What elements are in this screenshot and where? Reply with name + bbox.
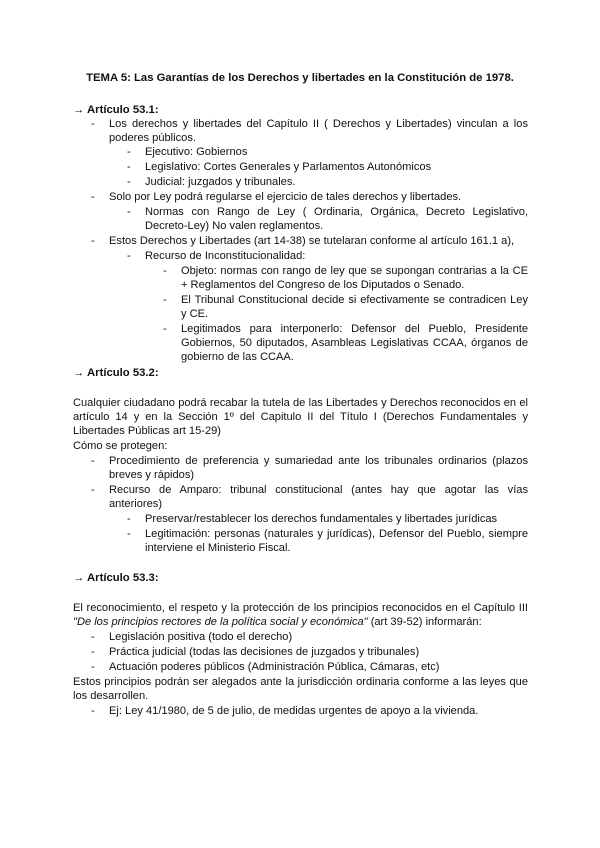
list-item-text: poderes públicos. [109,132,196,144]
list-dash: - [91,631,95,643]
list-dash: - [163,294,167,306]
list-item-text: y CE. [181,308,209,320]
list-item-text: Legitimados para interponerlo: Defensor del Pueblo, Presidente [181,323,528,335]
page-title: TEMA 5: Las Garantías de los Derechos y libertades en la Constitución de 1978. [86,72,514,84]
paragraph-line: los desarrollen. [73,690,149,702]
list-item-text: + Reglamentos del Congreso de los Diputados o Senado. [181,279,465,291]
paragraph-line: artículo 14 y en la Sección 1º del Capitulo II del Título I (Derechos Fundamentales y [73,411,528,423]
paragraph-line [73,615,482,629]
list-item-text: interviene el Ministerio Fiscal. [145,542,291,554]
paragraph-line: Cualquier ciudadano podrá recabar la tutela de las Libertades y Derechos reconocidos en el [73,397,528,409]
list-dash: - [163,323,167,335]
list-dash: - [127,161,131,173]
list-dash: - [127,176,131,188]
list-item-text: Ejecutivo: Gobiernos [145,146,248,158]
list-item-text: Objeto: normas con rango de ley que se supongan contrarias a la CE [181,265,528,277]
list-item-text: El Tribunal Constitucional decide si efectivamente se contradicen Ley [181,294,528,306]
section-heading-53-1: → Artículo 53.1: [73,104,159,116]
list-item-text: gobierno de las CCAA. [181,351,294,363]
list-item-text: Judicial: juzgados y tribunales. [145,176,296,188]
list-dash: - [127,528,131,540]
list-item-text: Estos Derechos y Libertades (art 14-38) se tutelaran conforme al artículo 161.1 a), [109,235,515,247]
list-item-text: Legislativo: Cortes Generales y Parlamentos Autonómicos [145,161,432,173]
list-item-text: Legislación positiva (todo el derecho) [109,631,293,643]
list-item-text: Recurso de Amparo: tribunal constitucional (antes hay que agotar las vías [109,484,528,496]
list-dash: - [91,235,95,247]
list-dash: - [127,206,131,218]
list-dash: - [91,455,95,467]
list-dash: - [91,661,95,673]
paragraph-line: El reconocimiento, el respeto y la protección de los principios reconocidos en el Capítulo III [73,602,528,614]
list-item-text: Práctica judicial (todas las decisiones de juzgados y tribunales) [109,646,420,658]
list-dash: - [91,118,95,130]
list-dash: - [91,705,95,717]
list-item-text: Los derechos y libertades del Capítulo II ( Derechos y Libertades) vinculan a los [109,118,528,130]
list-item-text: Preservar/restablecer los derechos fundamentales y libertades jurídicas [145,513,498,525]
list-item-text: Decreto-Ley) No valen reglamentos. [145,220,324,232]
paragraph-line: Cómo se protegen: [73,440,168,452]
list-dash: - [127,146,131,158]
list-item-text: Legitimación: personas (naturales y jurídicas), Defensor del Pueblo, siempre [145,528,528,540]
list-item-text: Solo por Ley podrá regularse el ejercicio de tales derechos y libertades. [109,191,462,203]
list-dash: - [163,265,167,277]
list-item-text: Gobiernos, 50 diputados, Asambleas Legislativas CCAA, órganos de [181,337,528,349]
quoted-chapter-title: "De los principios rectores de la política social y económica" [73,616,368,628]
list-dash: - [91,646,95,658]
list-item-text: Ej: Ley 41/1980, de 5 de julio, de medidas urgentes de apoyo a la vivienda. [109,705,479,717]
paragraph-line: Libertades Públicas art 15-29) [73,425,221,437]
list-item-text: Procedimiento de preferencia y sumariedad ante los tribunales ordinarios (plazos [109,455,528,467]
paragraph-text: (art 39-52) informarán: [367,616,482,628]
list-dash: - [91,484,95,496]
section-heading-53-3: → Artículo 53.3: [73,572,159,584]
list-item-text: breves y rápidos) [109,469,195,481]
list-item-text: Actuación poderes públicos (Administración Pública, Cámaras, etc) [109,661,440,673]
list-dash: - [127,250,131,262]
list-item-text: Normas con Rango de Ley ( Ordinaria, Orgánica, Decreto Legislativo, [145,206,528,218]
list-item-text: Recurso de Inconstitucionalidad: [145,250,306,262]
section-heading-53-2: → Artículo 53.2: [73,367,159,379]
paragraph-line: Estos principios podrán ser alegados ante la jurisdicción ordinaria conforme a las leyes que [73,676,528,688]
list-item-text: anteriores) [109,498,163,510]
list-dash: - [91,191,95,203]
list-dash: - [127,513,131,525]
